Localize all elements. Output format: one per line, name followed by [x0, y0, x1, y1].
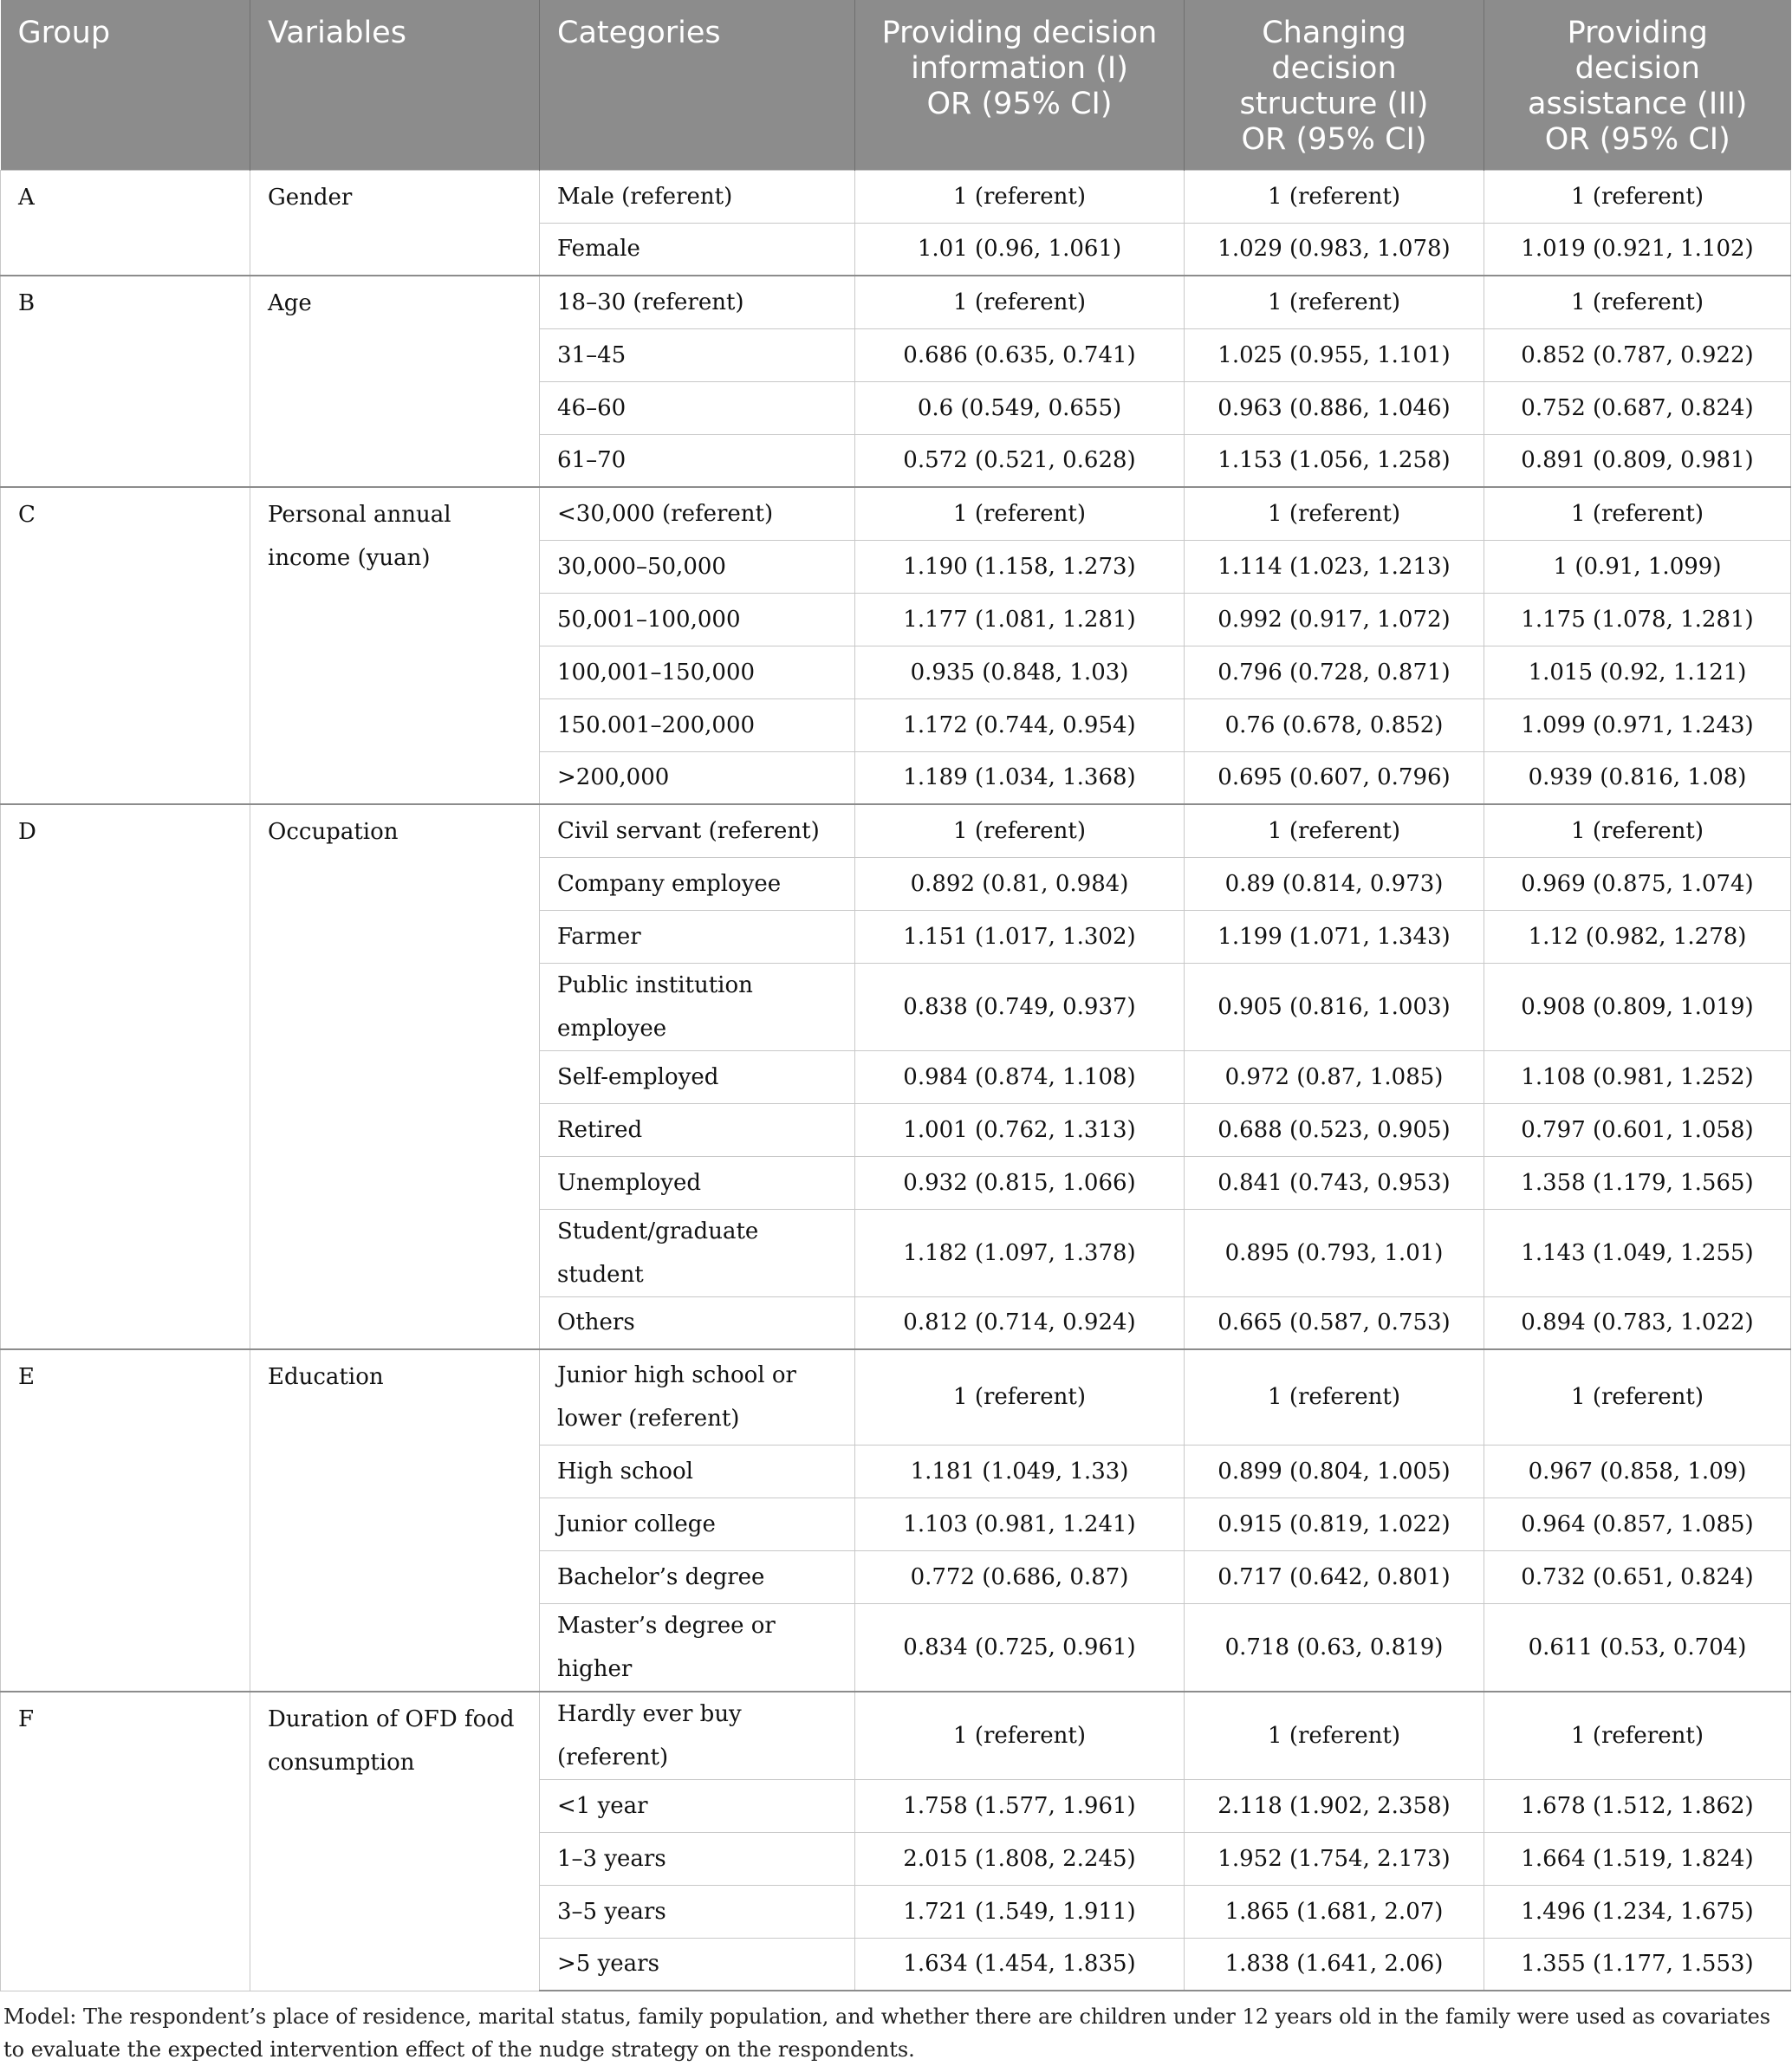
or-decision-information-cell: 0.6 (0.549, 0.655) — [855, 381, 1185, 434]
category-cell: 46–60 — [540, 381, 855, 434]
variable-cell: Education — [250, 1349, 540, 1692]
or-decision-assistance-cell: 1 (referent) — [1484, 804, 1791, 857]
header-variables — [250, 0, 540, 170]
header-line: Group — [17, 16, 111, 50]
or-decision-structure-cell: 0.972 (0.87, 1.085) — [1185, 1050, 1484, 1103]
or-decision-information-cell: 0.932 (0.815, 1.066) — [855, 1156, 1185, 1209]
or-decision-structure-cell: 0.688 (0.523, 0.905) — [1185, 1103, 1484, 1156]
header-decision-information — [855, 0, 1185, 170]
or-decision-information-cell: 1.758 (1.577, 1.961) — [855, 1779, 1185, 1832]
category-cell: Student/graduate student — [540, 1209, 855, 1296]
or-decision-information-cell: 1.103 (0.981, 1.241) — [855, 1498, 1185, 1550]
or-decision-information-cell: 0.572 (0.521, 0.628) — [855, 434, 1185, 487]
or-decision-information-cell: 0.686 (0.635, 0.741) — [855, 328, 1185, 381]
category-cell: Public institution employee — [540, 963, 855, 1050]
or-decision-information-cell: 1 (referent) — [855, 170, 1185, 223]
or-decision-information-cell: 1 (referent) — [855, 1349, 1185, 1445]
category-cell: Self-employed — [540, 1050, 855, 1103]
header-line: OR (95% CI) — [1544, 122, 1730, 157]
category-cell: Female — [540, 223, 855, 276]
or-decision-assistance-cell: 1.496 (1.234, 1.675) — [1484, 1885, 1791, 1938]
or-decision-assistance-cell: 1.019 (0.921, 1.102) — [1484, 223, 1791, 276]
group-cell: B — [1, 276, 250, 487]
category-cell: Master’s degree or higher — [540, 1603, 855, 1692]
or-decision-structure-cell: 1 (referent) — [1185, 1349, 1484, 1445]
or-decision-assistance-cell: 1.108 (0.981, 1.252) — [1484, 1050, 1791, 1103]
variable-cell: Occupation — [250, 804, 540, 1349]
table-row — [1, 1692, 1791, 1780]
or-decision-assistance-cell: 1.358 (1.179, 1.565) — [1484, 1156, 1791, 1209]
or-decision-structure-cell: 0.899 (0.804, 1.005) — [1185, 1445, 1484, 1498]
category-cell: 31–45 — [540, 328, 855, 381]
table-body — [1, 170, 1791, 1991]
or-decision-assistance-cell: 0.611 (0.53, 0.704) — [1484, 1603, 1791, 1692]
or-decision-information-cell: 1 (referent) — [855, 276, 1185, 328]
category-cell: 30,000–50,000 — [540, 540, 855, 593]
category-cell: 100,001–150,000 — [540, 646, 855, 698]
or-decision-information-cell: 1.151 (1.017, 1.302) — [855, 910, 1185, 963]
or-decision-information-cell: 1 (referent) — [855, 487, 1185, 540]
header-line: Providing decision — [881, 16, 1158, 50]
or-decision-structure-cell: 0.76 (0.678, 0.852) — [1185, 698, 1484, 751]
category-cell: 50,001–100,000 — [540, 593, 855, 646]
header-categories — [540, 0, 855, 170]
category-cell: High school — [540, 1445, 855, 1498]
category-cell: 61–70 — [540, 434, 855, 487]
or-decision-information-cell: 1.172 (0.744, 0.954) — [855, 698, 1185, 751]
category-cell: 150.001–200,000 — [540, 698, 855, 751]
category-cell: 3–5 years — [540, 1885, 855, 1938]
table-footnote: Model: The respondent’s place of residence, marital status, family population, and whether there are children under 12 years old in the family were used as covariates to evaluate the expected intervention effect of the nudge strategy on the respondents. — [3, 2004, 1771, 2062]
header-line: decision — [1574, 51, 1700, 86]
or-decision-information-cell: 0.892 (0.81, 0.984) — [855, 857, 1185, 910]
or-decision-assistance-cell: 1.099 (0.971, 1.243) — [1484, 698, 1791, 751]
or-decision-structure-cell: 1.029 (0.983, 1.078) — [1185, 223, 1484, 276]
or-decision-assistance-cell: 1 (referent) — [1484, 1692, 1791, 1780]
or-decision-assistance-cell: 0.852 (0.787, 0.922) — [1484, 328, 1791, 381]
category-cell: <1 year — [540, 1779, 855, 1832]
category-cell: Hardly ever buy (referent) — [540, 1692, 855, 1780]
or-decision-information-cell: 0.935 (0.848, 1.03) — [855, 646, 1185, 698]
or-decision-structure-cell: 1.153 (1.056, 1.258) — [1185, 434, 1484, 487]
header-line: assistance (III) — [1528, 87, 1748, 121]
category-cell: >5 years — [540, 1938, 855, 1991]
group-cell: F — [1, 1692, 250, 1991]
variable-cell: Personal annual income (yuan) — [250, 487, 540, 804]
category-cell: Retired — [540, 1103, 855, 1156]
or-decision-assistance-cell: 0.797 (0.601, 1.058) — [1484, 1103, 1791, 1156]
or-decision-structure-cell: 0.895 (0.793, 1.01) — [1185, 1209, 1484, 1296]
or-decision-structure-cell: 0.796 (0.728, 0.871) — [1185, 646, 1484, 698]
or-decision-structure-cell: 1.025 (0.955, 1.101) — [1185, 328, 1484, 381]
or-decision-structure-cell: 0.992 (0.917, 1.072) — [1185, 593, 1484, 646]
header-line: OR (95% CI) — [926, 87, 1113, 121]
or-decision-information-cell: 0.772 (0.686, 0.87) — [855, 1550, 1185, 1603]
or-decision-information-cell: 1.189 (1.034, 1.368) — [855, 751, 1185, 804]
category-cell: <30,000 (referent) — [540, 487, 855, 540]
or-decision-information-cell: 0.812 (0.714, 0.924) — [855, 1296, 1185, 1349]
variable-cell: Gender — [250, 170, 540, 276]
or-decision-information-cell: 1.634 (1.454, 1.835) — [855, 1938, 1185, 1991]
or-decision-information-cell: 1 (referent) — [855, 1692, 1185, 1780]
or-decision-assistance-cell: 0.732 (0.651, 0.824) — [1484, 1550, 1791, 1603]
or-decision-assistance-cell: 1.12 (0.982, 1.278) — [1484, 910, 1791, 963]
or-decision-assistance-cell: 1.664 (1.519, 1.824) — [1484, 1832, 1791, 1885]
header-decision-assistance — [1484, 0, 1791, 170]
or-decision-assistance-cell: 1 (referent) — [1484, 1349, 1791, 1445]
category-cell: >200,000 — [540, 751, 855, 804]
header-group — [1, 0, 250, 170]
or-decision-structure-cell: 0.718 (0.63, 0.819) — [1185, 1603, 1484, 1692]
category-cell: Company employee — [540, 857, 855, 910]
or-decision-assistance-cell: 1.143 (1.049, 1.255) — [1484, 1209, 1791, 1296]
or-decision-information-cell: 0.984 (0.874, 1.108) — [855, 1050, 1185, 1103]
variable-cell: Age — [250, 276, 540, 487]
or-decision-structure-cell: 0.905 (0.816, 1.003) — [1185, 963, 1484, 1050]
or-decision-information-cell: 0.834 (0.725, 0.961) — [855, 1603, 1185, 1692]
or-decision-information-cell: 1.182 (1.097, 1.378) — [855, 1209, 1185, 1296]
or-decision-structure-cell: 1.865 (1.681, 2.07) — [1185, 1885, 1484, 1938]
or-decision-assistance-cell: 1 (referent) — [1484, 487, 1791, 540]
or-decision-structure-cell: 0.841 (0.743, 0.953) — [1185, 1156, 1484, 1209]
or-decision-structure-cell: 0.717 (0.642, 0.801) — [1185, 1550, 1484, 1603]
category-cell: Unemployed — [540, 1156, 855, 1209]
or-decision-structure-cell: 1.114 (1.023, 1.213) — [1185, 540, 1484, 593]
header-line: Providing — [1567, 16, 1708, 50]
or-decision-structure-cell: 0.963 (0.886, 1.046) — [1185, 381, 1484, 434]
or-decision-structure-cell: 1.952 (1.754, 2.173) — [1185, 1832, 1484, 1885]
or-decision-structure-cell: 2.118 (1.902, 2.358) — [1185, 1779, 1484, 1832]
or-decision-information-cell: 0.838 (0.749, 0.937) — [855, 963, 1185, 1050]
category-cell: Bachelor’s degree — [540, 1550, 855, 1603]
header-line: OR (95% CI) — [1241, 122, 1427, 157]
table-row — [1, 276, 1791, 328]
header-line: decision — [1271, 51, 1397, 86]
group-cell: A — [1, 170, 250, 276]
table-row — [1, 804, 1791, 857]
category-cell: Farmer — [540, 910, 855, 963]
group-cell: D — [1, 804, 250, 1349]
or-decision-information-cell: 1.721 (1.549, 1.911) — [855, 1885, 1185, 1938]
or-decision-assistance-cell: 1.015 (0.92, 1.121) — [1484, 646, 1791, 698]
header-row — [1, 0, 1791, 170]
or-decision-assistance-cell: 1 (referent) — [1484, 276, 1791, 328]
table-row — [1, 170, 1791, 223]
group-cell: C — [1, 487, 250, 804]
category-cell: Junior college — [540, 1498, 855, 1550]
table-row — [1, 1349, 1791, 1445]
header-decision-structure — [1185, 0, 1484, 170]
or-decision-information-cell: 1.181 (1.049, 1.33) — [855, 1445, 1185, 1498]
or-decision-structure-cell: 0.665 (0.587, 0.753) — [1185, 1296, 1484, 1349]
or-decision-structure-cell: 1 (referent) — [1185, 170, 1484, 223]
or-decision-assistance-cell: 0.939 (0.816, 1.08) — [1484, 751, 1791, 804]
or-decision-assistance-cell: 0.752 (0.687, 0.824) — [1484, 381, 1791, 434]
or-decision-assistance-cell: 1.355 (1.177, 1.553) — [1484, 1938, 1791, 1991]
or-decision-assistance-cell: 1.678 (1.512, 1.862) — [1484, 1779, 1791, 1832]
category-cell: 18–30 (referent) — [540, 276, 855, 328]
or-decision-assistance-cell: 1 (referent) — [1484, 170, 1791, 223]
header-line: structure (II) — [1239, 87, 1429, 121]
or-decision-information-cell: 1.190 (1.158, 1.273) — [855, 540, 1185, 593]
category-cell: Male (referent) — [540, 170, 855, 223]
or-decision-structure-cell: 1 (referent) — [1185, 1692, 1484, 1780]
header-line: Categories — [557, 16, 721, 50]
or-decision-information-cell: 1.01 (0.96, 1.061) — [855, 223, 1185, 276]
or-decision-assistance-cell: 0.969 (0.875, 1.074) — [1484, 857, 1791, 910]
or-decision-assistance-cell: 0.967 (0.858, 1.09) — [1484, 1445, 1791, 1498]
or-decision-assistance-cell: 0.894 (0.783, 1.022) — [1484, 1296, 1791, 1349]
header-line: information (I) — [911, 51, 1128, 86]
header-line: Variables — [268, 16, 406, 50]
or-decision-information-cell: 2.015 (1.808, 2.245) — [855, 1832, 1185, 1885]
or-decision-assistance-cell: 0.891 (0.809, 0.981) — [1484, 434, 1791, 487]
table-header — [1, 0, 1791, 170]
or-decision-structure-cell: 1 (referent) — [1185, 487, 1484, 540]
or-decision-information-cell: 1.177 (1.081, 1.281) — [855, 593, 1185, 646]
or-decision-structure-cell: 0.915 (0.819, 1.022) — [1185, 1498, 1484, 1550]
group-cell: E — [1, 1349, 250, 1692]
or-decision-information-cell: 1.001 (0.762, 1.313) — [855, 1103, 1185, 1156]
or-decision-assistance-cell: 1 (0.91, 1.099) — [1484, 540, 1791, 593]
or-decision-structure-cell: 0.89 (0.814, 0.973) — [1185, 857, 1484, 910]
header-line: Changing — [1262, 16, 1406, 50]
or-decision-assistance-cell: 0.908 (0.809, 1.019) — [1484, 963, 1791, 1050]
category-cell: Civil servant (referent) — [540, 804, 855, 857]
or-decision-structure-cell: 0.695 (0.607, 0.796) — [1185, 751, 1484, 804]
or-decision-assistance-cell: 1.175 (1.078, 1.281) — [1484, 593, 1791, 646]
or-decision-structure-cell: 1.199 (1.071, 1.343) — [1185, 910, 1484, 963]
category-cell: Others — [540, 1296, 855, 1349]
variable-cell: Duration of OFD food consumption — [250, 1692, 540, 1991]
or-decision-structure-cell: 1.838 (1.641, 2.06) — [1185, 1938, 1484, 1991]
or-decision-assistance-cell: 0.964 (0.857, 1.085) — [1484, 1498, 1791, 1550]
or-decision-structure-cell: 1 (referent) — [1185, 804, 1484, 857]
category-cell: 1–3 years — [540, 1832, 855, 1885]
category-cell: Junior high school or lower (referent) — [540, 1349, 855, 1445]
table-row — [1, 487, 1791, 540]
or-decision-information-cell: 1 (referent) — [855, 804, 1185, 857]
or-decision-structure-cell: 1 (referent) — [1185, 276, 1484, 328]
